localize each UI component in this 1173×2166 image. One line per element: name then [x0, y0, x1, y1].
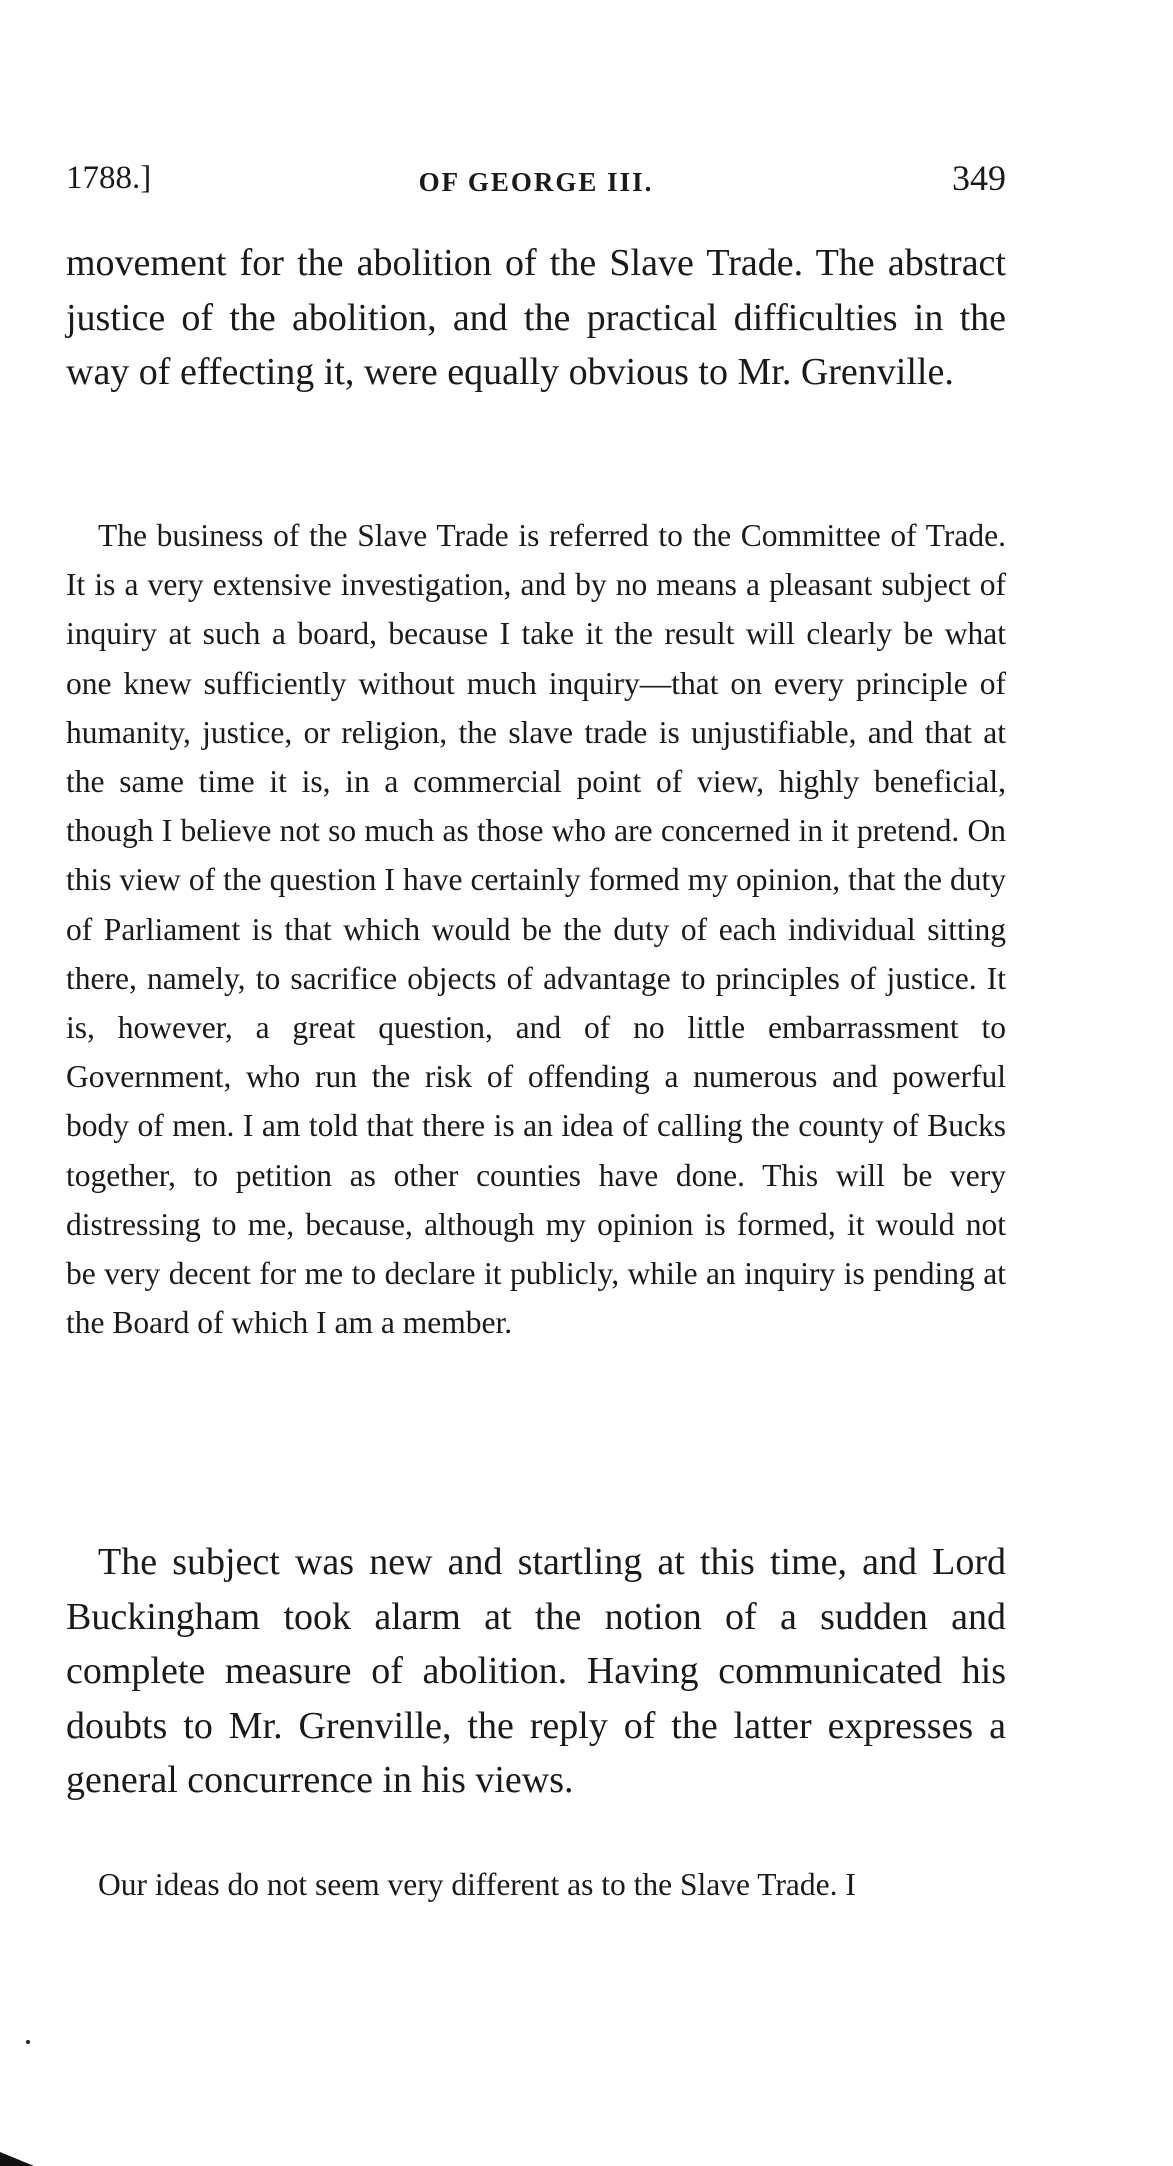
paragraph-text: movement for the abolition of the Slave Trade. The abstract justice of the abolition, and the practical difficulties in the way of effecting it, were equally obvious to Mr. Grenville.	[66, 242, 1006, 393]
page-number: 349	[952, 158, 1006, 198]
scan-speck	[26, 2040, 30, 2044]
body-paragraph-1	[66, 236, 1006, 400]
quote-text: The business of the Slave Trade is referred to the Committee of Trade. It is a very extensive investigation, and by no means a pleasant subject of inquiry at such a board, because I take it the result will clearly be what one knew sufficiently without much inquiry—that on every principle of humanity, justice, or religion, the slave trade is unjustifiable, and that at the same time it is, in a commercial point of view, highly beneficial, though I believe not so much as those who are concerned in it pretend. On this view of the question I have certainly formed my opinion, that the duty of Parliament is that which would be the duty of each individual sitting there, namely, to sacrifice objects of advantage to principles of justice. It is, however, a great question, and of no little embarrassment to Government, who run the risk of offending a numerous and powerful body of men. I am told that there is an idea of calling the county of Bucks together, to petition as other counties have done. This will be very distressing to me, because, although my opinion is formed, it would not be very decent for me to declare it publicly, while an inquiry is pending at the Board of which I am a member.	[66, 518, 1006, 1341]
quote-text: Our ideas do not seem very different as to the Slave Trade. I	[98, 1867, 856, 1902]
scan-corner-mark	[0, 2138, 34, 2166]
header-title: OF GEORGE III.	[418, 167, 654, 197]
header-year: 1788.]	[66, 160, 152, 196]
running-header	[66, 158, 1006, 208]
body-paragraph-2	[66, 1535, 1006, 1808]
quoted-letter-2	[66, 1860, 1006, 1909]
quoted-letter-1	[66, 511, 1006, 1347]
paragraph-text: The subject was new and startling at this time, and Lord Buckingham took alarm at the notion of a sudden and complete measure of abolition. Having communicated his doubts to Mr. Grenville, the reply of the latter expresses a general concurrence in his views.	[66, 1541, 1006, 1801]
